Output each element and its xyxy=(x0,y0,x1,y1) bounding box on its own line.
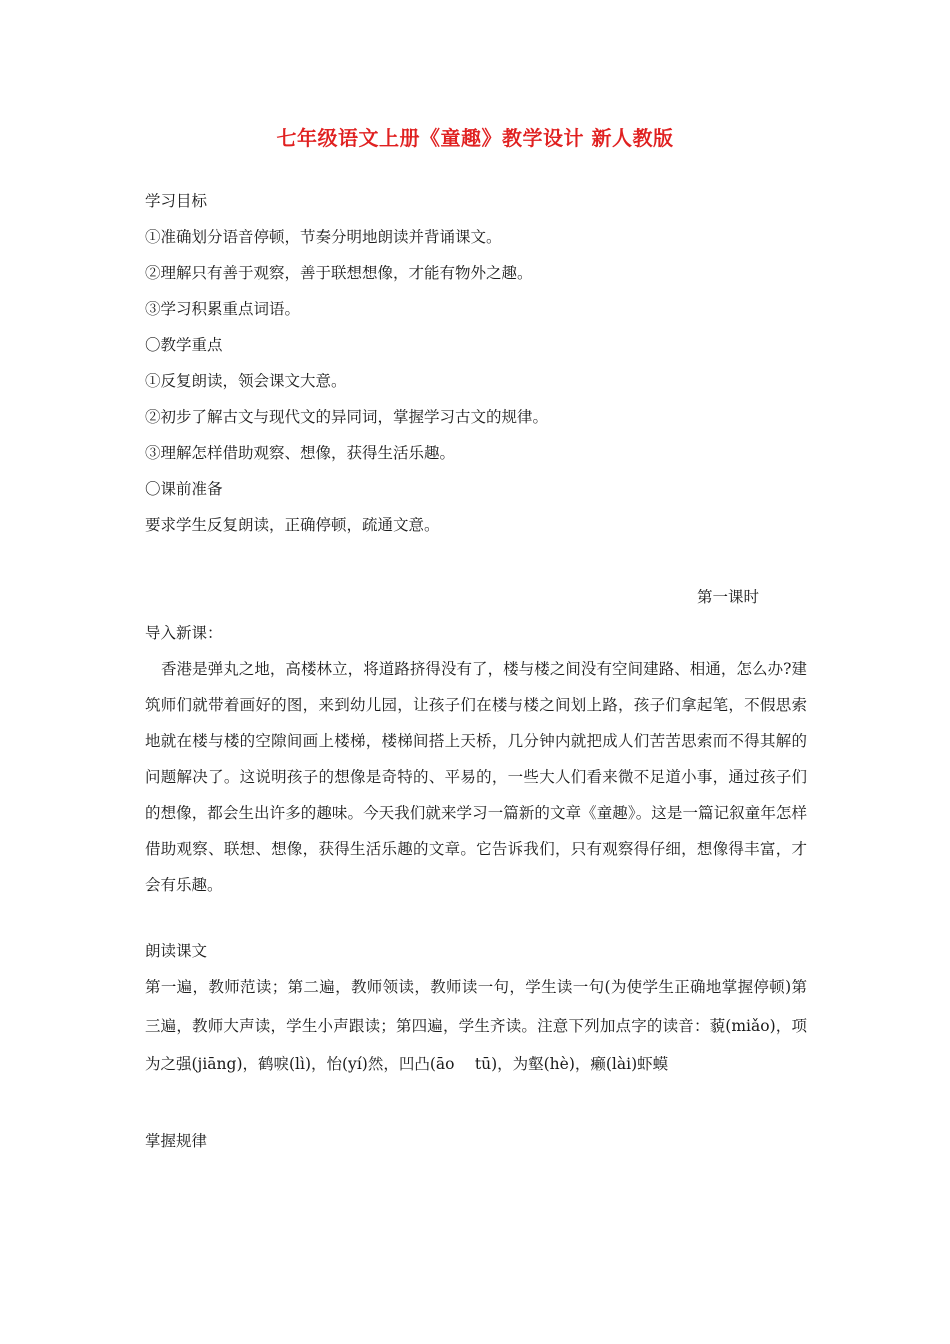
key-point-item-2: ②初步了解古文与现代文的异同词，掌握学习古文的规律。 xyxy=(145,408,549,426)
key-point-item-3: ③理解怎样借助观察、想像，获得生活乐趣。 xyxy=(145,444,456,462)
intro-heading: 导入新课： xyxy=(145,624,223,642)
preparation-heading: 〇课前准备 xyxy=(145,480,223,498)
reading-paragraph: 第一遍，教师范读；第二遍，教师领读，教师读一句，学生读一句(为使学生正确地掌握停顿)第三遍，教师大声读，学生小声跟读；第四遍，学生齐读。注意下列加点字的读音：藐(miǎo)，项为之强(jiāng)，鹤唳(lì)，怡(yí)然，凹凸(āo tū)，为壑(hè)，癞(lài)虾蟆 xyxy=(145,978,807,1073)
key-points-heading: 〇教学重点 xyxy=(145,336,223,354)
objective-item-3: ③学习积累重点词语。 xyxy=(145,300,301,318)
key-point-item-1: ①反复朗读，领会课文大意。 xyxy=(145,372,347,390)
objective-item-1: ①准确划分语音停顿，节奏分明地朗读并背诵课文。 xyxy=(145,228,502,246)
objective-item-2: ②理解只有善于观察，善于联想想像，才能有物外之趣。 xyxy=(145,264,533,282)
document-title: 七年级语文上册《童趣》教学设计 新人教版 xyxy=(276,126,674,150)
intro-paragraph: 香港是弹丸之地，高楼林立，将道路挤得没有了，楼与楼之间没有空间建路、相通，怎么办?建筑师们就带着画好的图，来到幼儿园，让孩子们在楼与楼之间划上路，孩子们拿起笔，不假思索地就在楼与楼的空隙间画上楼梯，楼梯间搭上天桥，几分钟内就把成人们苦苦思索而不得其解的问题解决了。这说明孩子的想像是奇特的、平易的，一些大人们看来微不足道小事，通过孩子们的想像，都会生出许多的趣味。今天我们就来学习一篇新的文章《童趣》。这是一篇记叙童年怎样借助观察、联想、想像，获得生活乐趣的文章。它告诉我们，只有观察得仔细，想像得丰富，才会有乐趣。 xyxy=(145,660,807,894)
reading-heading: 朗读课文 xyxy=(145,942,208,960)
lesson-label: 第一课时 xyxy=(697,588,760,606)
objectives-heading: 学习目标 xyxy=(145,192,208,210)
preparation-text: 要求学生反复朗读，正确停顿，疏通文意。 xyxy=(145,516,440,534)
rules-heading: 掌握规律 xyxy=(145,1132,208,1150)
